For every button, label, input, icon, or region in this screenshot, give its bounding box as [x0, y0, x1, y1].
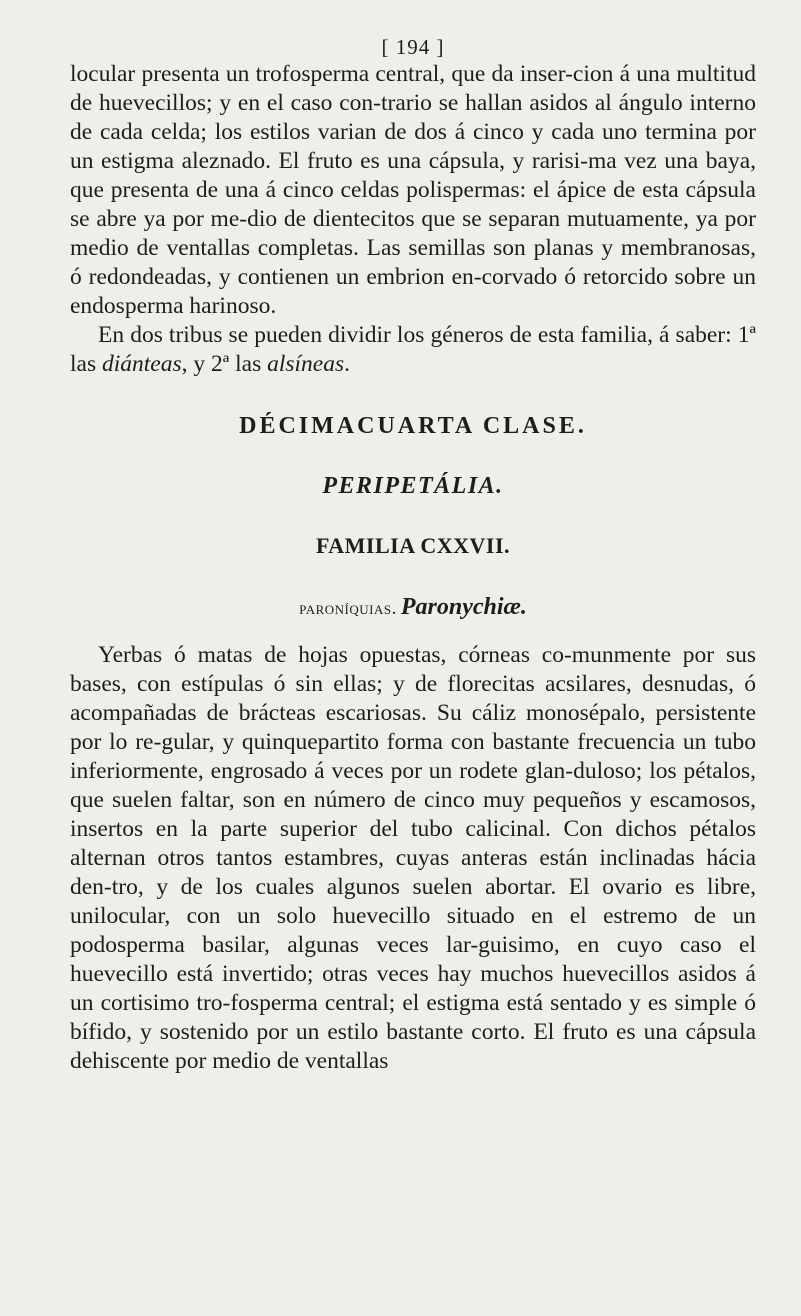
tribe-common-name: paroníquias. [299, 598, 397, 619]
tribe-name-alsíneas: alsíneas [267, 351, 345, 377]
order-heading: PERIPETÁLIA. [322, 473, 504, 499]
tribes-paragraph [70, 321, 756, 379]
tribe-heading [70, 591, 756, 623]
tribes-text-end: . [344, 351, 350, 377]
intro-paragraph: locular presenta un trofosperma central, que da inser-cion á una multitud de huevecillos; y en el caso con-trario se hallan asidos al ángulo interno de cada celda; los estilos varian de dos á cinco y cada uno termina por un estigma aleznado. El fruto es una cápsula, y rarisi-ma vez una baya, que presenta de una á cinco celdas polispermas: el ápice de esta cápsula se abre ya por me-dio de dientecitos que se separan mutuamente, ya por medio de ventallas completas. Las semillas son planas y membranosas, ó redondeadas, y contienen un embrion en-corvado ó retorcido sobre un endosperma harinoso. [70, 61, 756, 319]
page-number: [ 194 ] [381, 35, 445, 59]
tribe-name-diánteas: diánteas [101, 351, 182, 377]
family-heading: FAMILIA CXXVII. [315, 533, 511, 558]
tribes-text-start: En dos tribus se pueden dividir los géneros de esta familia, á saber: 1ª las [70, 322, 756, 377]
class-heading: DÉCIMACUARTA CLASE. [239, 413, 587, 439]
tribes-text-middle: , y 2ª las [181, 351, 268, 377]
tribe-latin-name: Paronychiæ. [400, 594, 527, 620]
book-page [70, 34, 756, 1076]
description-paragraph: Yerbas ó matas de hojas opuestas, córneas co-munmente por sus bases, con estípulas ó sin ellas; y de florecitas acsilares, desnudas, ó acompañadas de brácteas escariosas. Su cáliz monosépalo, persistente por lo re-gular, y quinquepartito forma con bastante frecuencia un tubo inferiormente, engrosado á veces por un rodete glan-duloso; los pétalos, que suelen faltar, son en número de cinco muy pequeños y escamosos, insertos en la parte superior del tubo calicinal. Con dichos pétalos alternan otros tantos estambres, cuyas anteras están inclinadas hácia den-tro, y de los cuales algunos suelen abortar. El ovario es libre, unilocular, con un solo huevecillo situado en el estremo de un podosperma basilar, algunas veces lar-guisimo, en cuyo caso el huevecillo está invertido; otras veces hay muchos huevecillos asidos á un cortisimo tro-fosperma central; el estigma está sentado y es simple ó bífido, y sostenido por un estilo bastante corto. El fruto es una cápsula dehiscente por medio de ventallas [70, 642, 756, 1074]
